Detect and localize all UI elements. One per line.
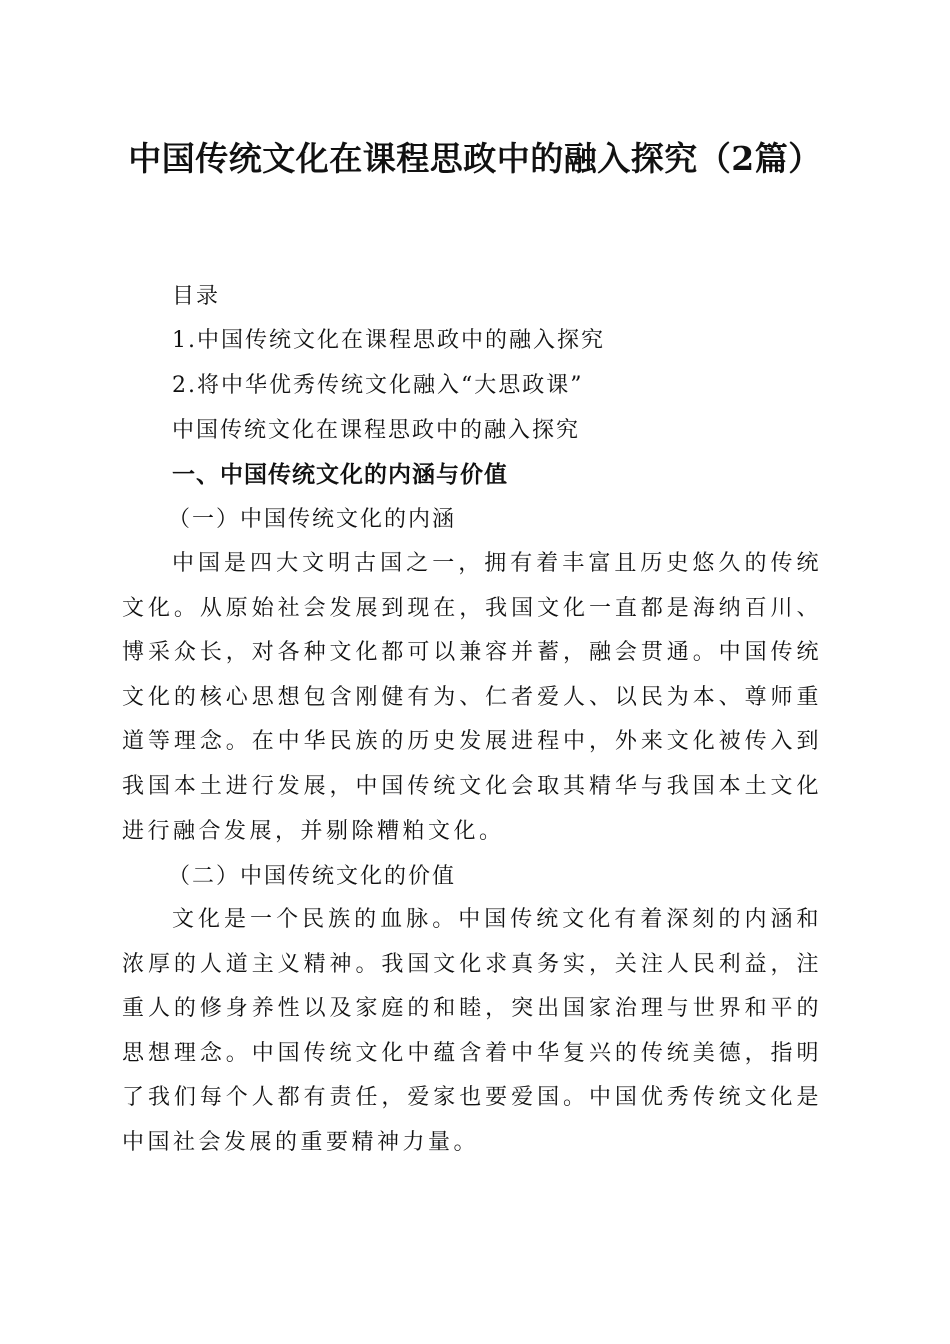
toc-item-1: 1.中国传统文化在课程思政中的融入探究 [172,328,605,353]
section-heading-1: 一、中国传统文化的内涵与价值 [172,462,508,488]
subsection-heading-1: （一）中国传统文化的内涵 [168,507,457,532]
document-title: 中国传统文化在课程思政中的融入探究（2篇） [128,139,822,178]
toc-item-2: 2.将中华优秀传统文化融入“大思政课” [172,373,584,398]
toc-heading: 目录 [172,284,221,309]
article-title: 中国传统文化在课程思政中的融入探究 [172,418,581,443]
paragraph-connotation: 中国是四大文明古国之一，拥有着丰富且历史悠久的传统文化。从原始社会发展到现在，我国文化一直都是海纳百川、博采众长，对各种文化都可以兼容并蓄，融会贯通。中国传统文化的核心思想包含刚健有为、仁者爱人、以民为本、尊师重道等理念。在中华民族的历史发展进程中，外来文化被传入到我国本土进行发展，中国传统文化会取其精华与我国本土文化进行融合发展，并剔除糟粕文化。 [122,551,822,844]
paragraph-value: 文化是一个民族的血脉。中国传统文化有着深刻的内涵和浓厚的人道主义精神。我国文化求真务实，关注人民利益，注重人的修身养性以及家庭的和睦，突出国家治理与世界和平的思想理念。中国传统文化中蕴含着中华复兴的传统美德，指明了我们每个人都有责任，爱家也要爱国。中国优秀传统文化是中国社会发展的重要精神力量。 [122,907,822,1155]
subsection-heading-2: （二）中国传统文化的价值 [168,864,457,889]
